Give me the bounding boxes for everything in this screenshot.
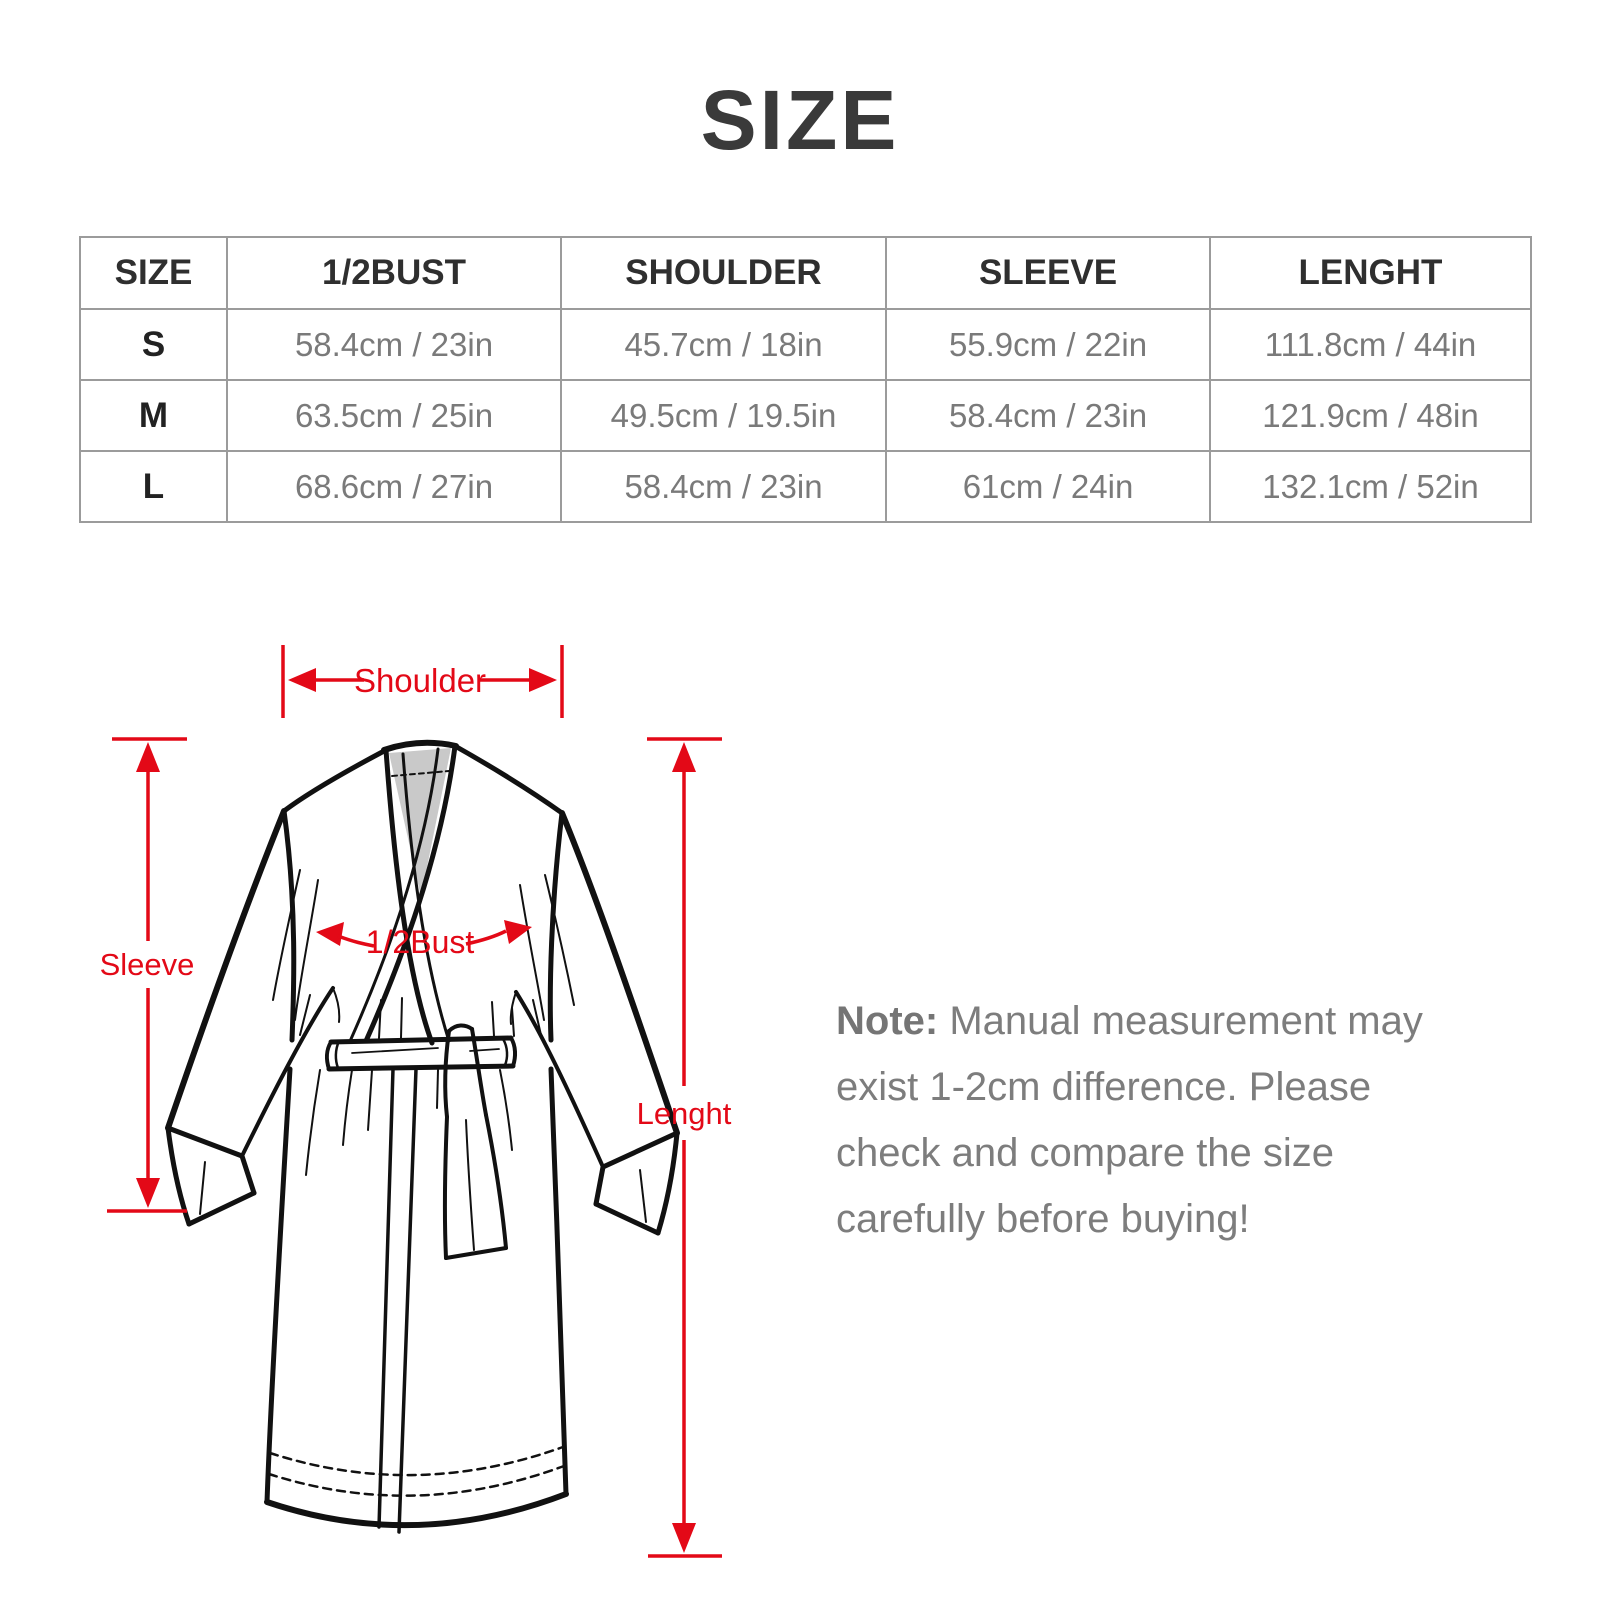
page-title: SIZE bbox=[700, 73, 900, 167]
size-label: M bbox=[80, 380, 227, 451]
measurement-cell: 58.4cm / 23in bbox=[561, 451, 886, 522]
col-header-shoulder: SHOULDER bbox=[561, 237, 886, 309]
measurement-cell: 111.8cm / 44in bbox=[1210, 309, 1531, 380]
shoulder-label: Shoulder bbox=[353, 662, 487, 699]
robe-outline bbox=[168, 743, 677, 1532]
measurement-cell: 63.5cm / 25in bbox=[227, 380, 561, 451]
col-header-bust: 1/2BUST bbox=[227, 237, 561, 309]
bust-label: 1/2Bust bbox=[365, 924, 475, 960]
measurement-cell: 49.5cm / 19.5in bbox=[561, 380, 886, 451]
measurement-cell: 55.9cm / 22in bbox=[886, 309, 1210, 380]
size-label: L bbox=[80, 451, 227, 522]
col-header-length: LENGHT bbox=[1210, 237, 1531, 309]
measurement-cell: 45.7cm / 18in bbox=[561, 309, 886, 380]
sleeve-label: Sleeve bbox=[99, 947, 195, 982]
note-prefix: Note: bbox=[836, 999, 939, 1043]
col-header-size: SIZE bbox=[80, 237, 227, 309]
col-header-sleeve: SLEEVE bbox=[886, 237, 1210, 309]
note-text bbox=[836, 988, 1451, 1252]
measurement-cell: 68.6cm / 27in bbox=[227, 451, 561, 522]
measurement-cell: 58.4cm / 23in bbox=[886, 380, 1210, 451]
measurement-cell: 58.4cm / 23in bbox=[227, 309, 561, 380]
measurement-cell: 121.9cm / 48in bbox=[1210, 380, 1531, 451]
size-label: S bbox=[80, 309, 227, 380]
length-arrow bbox=[647, 739, 722, 1556]
measurement-cell: 61cm / 24in bbox=[886, 451, 1210, 522]
length-label: Lenght bbox=[636, 1096, 732, 1131]
note-body: Manual measurement may exist 1-2cm difference. Please check and compare the size carefully before buying! bbox=[836, 999, 1423, 1241]
measurement-cell: 132.1cm / 52in bbox=[1210, 451, 1531, 522]
